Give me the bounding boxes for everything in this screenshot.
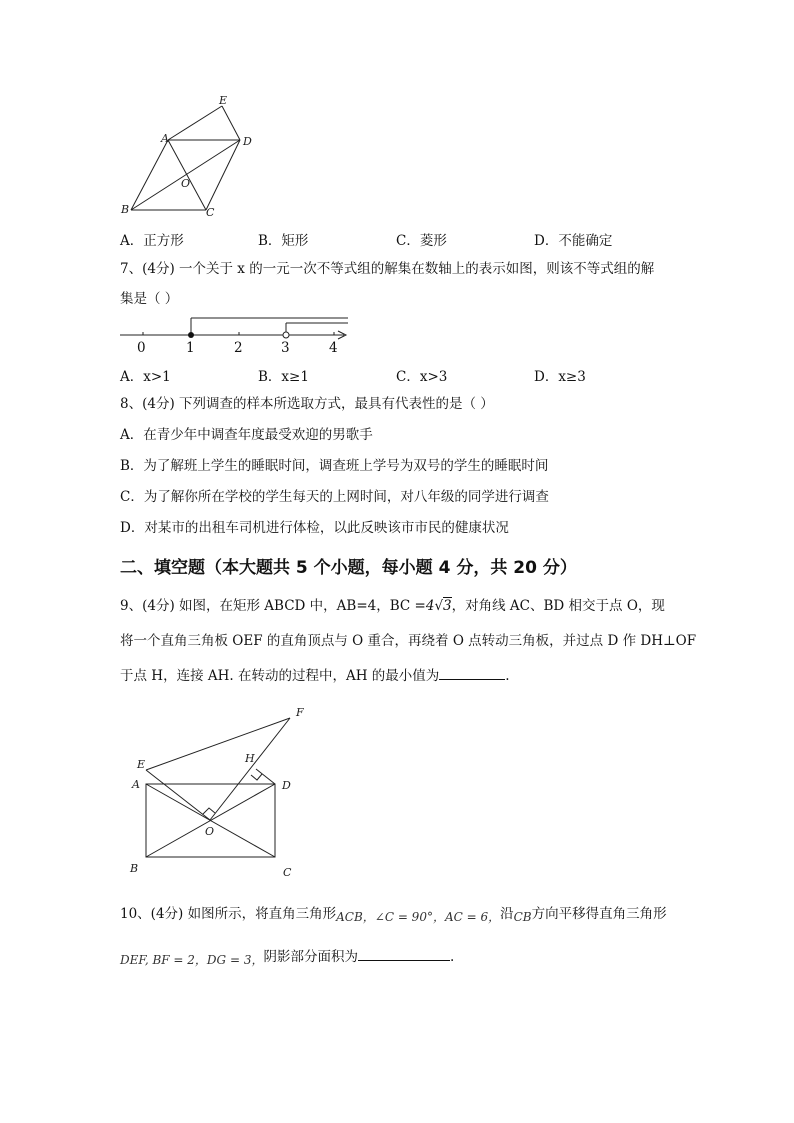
q8-option-a: A．在青少年中调查年度最受欢迎的男歌手 bbox=[120, 427, 373, 443]
q10-stem-line1 bbox=[120, 905, 667, 923]
q7-stem-line1: 7、(4分) 一个关于 x 的一元一次不等式组的解集在数轴上的表示如图，则该不等式组的解 bbox=[120, 261, 655, 277]
q8-option-d: D．对某市的出租车司机进行体检，以此反映该市市民的健康状况 bbox=[120, 520, 509, 536]
q10-math-cb: CB bbox=[513, 910, 532, 924]
q9-answer-blank[interactable] bbox=[439, 665, 505, 680]
q7-option-d: D．x≥3 bbox=[534, 369, 586, 385]
q9-stem-line3 bbox=[120, 665, 510, 685]
q6-label-d: D bbox=[243, 135, 252, 148]
q9-line1-part-a: 9、(4分) 如图，在矩形 ABCD 中，AB=4，BC = bbox=[120, 598, 426, 614]
q10-math-conditions: ，∠C = 90°，AC = 6， bbox=[362, 910, 501, 924]
q9-sqrt-expression bbox=[426, 597, 452, 614]
q10-stem-line2 bbox=[120, 946, 454, 966]
q9-line1-part-b: ，对角线 AC、BD 相交于点 O，现 bbox=[451, 598, 665, 614]
section-heading: 二、填空题（本大题共 5 个小题，每小题 4 分，共 20 分） bbox=[120, 558, 577, 578]
q9-label-o: O bbox=[205, 825, 215, 838]
q9-lines bbox=[146, 718, 290, 857]
q9-label-b: B bbox=[130, 862, 139, 875]
q6-figure bbox=[0, 0, 794, 230]
q9-label-c: C bbox=[283, 866, 292, 879]
q10-line1-part-a: 10、(4分) 如图所示，将直角三角形 bbox=[120, 906, 337, 922]
q7-tick-4: 4 bbox=[329, 340, 338, 356]
q6-label-c: C bbox=[206, 206, 215, 219]
q8-stem: 8、(4分) 下列调查的样本所选取方式，最具有代表性的是（ ） bbox=[120, 396, 494, 412]
q9-line3-part-a: 于点 H，连接 AH. 在转动的过程中，AH 的最小值为 bbox=[120, 668, 440, 684]
q9-line3-part-b: . bbox=[505, 668, 510, 684]
q7-tick-0: 0 bbox=[137, 340, 146, 356]
q7-tick-3: 3 bbox=[281, 340, 290, 356]
q10-line1-part-b: 沿 bbox=[500, 906, 514, 922]
q9-label-a: A bbox=[132, 778, 140, 791]
q6-label-a: A bbox=[161, 132, 169, 145]
q10-math-acb: ACB bbox=[336, 910, 363, 924]
q7-option-c: C．x>3 bbox=[396, 369, 448, 385]
q7-option-a: A．x>1 bbox=[120, 369, 171, 385]
q9-label-h: H bbox=[245, 752, 255, 765]
q6-option-d: D．不能确定 bbox=[534, 233, 613, 249]
q6-option-a: A．正方形 bbox=[120, 233, 184, 249]
q10-line2-part-c: . bbox=[449, 949, 455, 965]
q10-line2-part-b: 阴影部分面积为 bbox=[263, 949, 358, 965]
q6-label-b: B bbox=[121, 203, 130, 216]
q8-option-c: C．为了解你所在学校的学生每天的上网时间，对八年级的同学进行调查 bbox=[120, 489, 549, 505]
q6-label-o: O bbox=[181, 177, 191, 190]
q9-figure bbox=[0, 700, 794, 890]
q6-label-e: E bbox=[219, 94, 228, 107]
q6-lines bbox=[131, 106, 240, 210]
q7-number-line bbox=[0, 310, 794, 360]
q9-stem-line1 bbox=[120, 597, 665, 615]
q7-tick-1: 1 bbox=[186, 340, 195, 356]
q10-answer-blank[interactable] bbox=[358, 946, 450, 961]
q9-label-f: F bbox=[296, 706, 304, 719]
q10-math-def: DEF, BF = 2，DG = 3， bbox=[120, 953, 264, 967]
q9-stem-line2: 将一个直角三角板 OEF 的直角顶点与 O 重合，再绕着 O 点转动三角板，并过点 D 作 DH⊥OF bbox=[120, 633, 697, 649]
q9-label-d: D bbox=[282, 779, 291, 792]
q9-sqrt-sign: √ bbox=[434, 598, 444, 614]
q6-option-b: B．矩形 bbox=[258, 233, 309, 249]
q7-option-b: B．x≥1 bbox=[258, 369, 309, 385]
q7-stem-line2: 集是（ ） bbox=[120, 291, 179, 307]
q6-option-c: C．菱形 bbox=[396, 233, 447, 249]
q9-label-e: E bbox=[137, 758, 146, 771]
q10-line1-part-c: 方向平移得直角三角形 bbox=[531, 906, 667, 922]
q9-sqrt-coefficient: 4 bbox=[425, 598, 435, 614]
q7-tick-2: 2 bbox=[234, 340, 243, 356]
q8-option-b: B．为了解班上学生的睡眠时间，调查班上学号为双号的学生的睡眠时间 bbox=[120, 458, 549, 474]
q9-sqrt-radicand: 3 bbox=[443, 598, 452, 614]
